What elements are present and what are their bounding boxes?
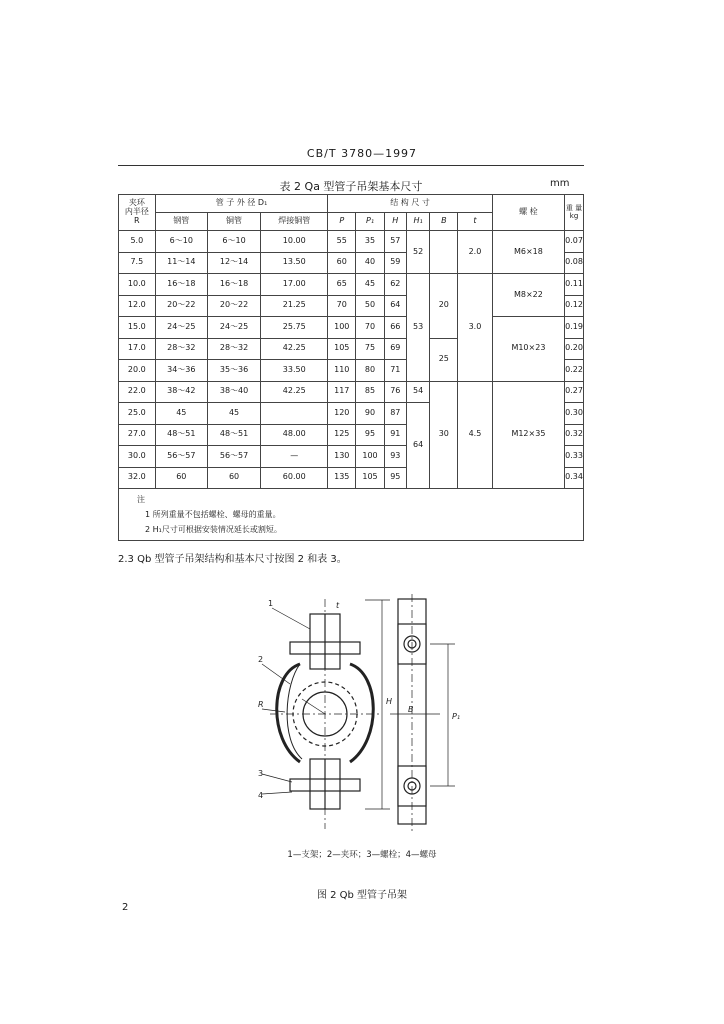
t-cell: 3.0 <box>458 274 493 382</box>
callout-2: 2 <box>258 655 264 664</box>
header-steel: 钢管 <box>155 213 207 231</box>
table-unit: mm <box>550 178 570 189</box>
table-caption: 表 2 Qa 型管子吊架基本尺寸 <box>279 180 423 193</box>
table-row: 10.0 16～18 16～18 17.00 65 45 62 53 20 3.0 M8×22 0.11 <box>119 274 584 296</box>
bolt-cell: M6×18 <box>492 231 564 274</box>
spec-table <box>118 194 584 541</box>
table-row: 17.0 28～32 28～32 42.25 105 75 69 25 0.20 <box>119 338 584 360</box>
header-h: H <box>384 213 406 231</box>
header-p: P <box>328 213 356 231</box>
table-row: 12.0 20～22 20～22 21.25 70 50 64 0.12 <box>119 295 584 317</box>
callout-1: 1 <box>268 599 274 608</box>
callout-4: 4 <box>258 791 264 800</box>
label-b: B <box>408 705 414 714</box>
header-t: t <box>458 213 493 231</box>
section-2-3: 2.3 Qb 型管子吊架结构和基本尺寸按图 2 和表 3。 <box>118 554 347 565</box>
label-t: t <box>336 601 340 610</box>
b-cell: 20 <box>430 274 458 339</box>
table-row: 32.0 60 60 60.00 135 105 95 0.34 <box>119 467 584 489</box>
header-welded: 焊接铜管 <box>261 213 328 231</box>
standard-number: CB/T 3780—1997 <box>306 147 418 160</box>
table-row: 5.0 6～10 6～10 10.00 55 35 57 52 2.0 M6×18 0.07 <box>119 231 584 253</box>
b-cell: 25 <box>430 338 458 381</box>
table-row: 25.0 45 45 120 90 87 64 0.30 <box>119 403 584 425</box>
page-number: 2 <box>122 902 129 913</box>
note-2: 2 H₁尺寸可根据安装情况延长或割短。 <box>145 525 282 534</box>
h1-cell: 64 <box>406 403 430 489</box>
table-row: 22.0 38～42 38～40 42.25 117 85 76 54 30 4.5 M12×35 0.27 <box>119 381 584 403</box>
header-struct: 结 构 尺 寸 <box>328 195 492 213</box>
table-row: 20.0 34～36 35～36 33.50 110 80 71 0.22 <box>119 360 584 382</box>
table-row: 27.0 48～51 48～51 48.00 125 95 91 0.32 <box>119 424 584 446</box>
t-cell: 4.5 <box>458 381 493 489</box>
header-bolt: 螺 栓 <box>492 195 564 231</box>
table-row: 7.5 11～14 12～14 13.50 60 40 59 0.08 <box>119 252 584 274</box>
bolt-cell: M12×35 <box>492 381 564 489</box>
label-r: R <box>258 700 264 709</box>
table-row: 15.0 24～25 24～25 25.75 100 70 66 M10×23 0.19 <box>119 317 584 339</box>
bolt-cell: M8×22 <box>492 274 564 317</box>
header-weight: 重 量 kg <box>565 195 584 231</box>
header-b: B <box>430 213 458 231</box>
header-pipe-od: 管 子 外 径 D₁ <box>155 195 328 213</box>
header-h1: H₁ <box>406 213 430 231</box>
notes-title: 注 <box>137 495 145 504</box>
h1-cell: 53 <box>406 274 430 382</box>
label-h: H <box>386 697 393 706</box>
header-p1: P₁ <box>356 213 385 231</box>
note-1: 1 所列重量不包括螺栓、螺母的重量。 <box>145 510 281 519</box>
table-row: 30.0 56～57 56～57 — 130 100 93 0.33 <box>119 446 584 468</box>
figure-caption: 图 2 Qb 型管子吊架 <box>316 890 408 901</box>
b-cell: 30 <box>430 381 458 489</box>
table-notes <box>119 489 584 541</box>
figure-2-drawing <box>250 594 480 834</box>
h1-cell: 52 <box>406 231 430 274</box>
header-copper: 铜管 <box>207 213 260 231</box>
header-rule <box>118 165 584 166</box>
label-p1: P₁ <box>452 712 461 721</box>
callout-3: 3 <box>258 769 264 778</box>
t-cell: 2.0 <box>458 231 493 274</box>
header-radius: 夹环 内半径 R <box>119 195 156 231</box>
h1-cell: 54 <box>406 381 430 403</box>
bolt-cell: M10×23 <box>492 317 564 382</box>
figure-legend: 1—支架；2—夹环；3—螺栓；4—螺母 <box>287 850 437 860</box>
